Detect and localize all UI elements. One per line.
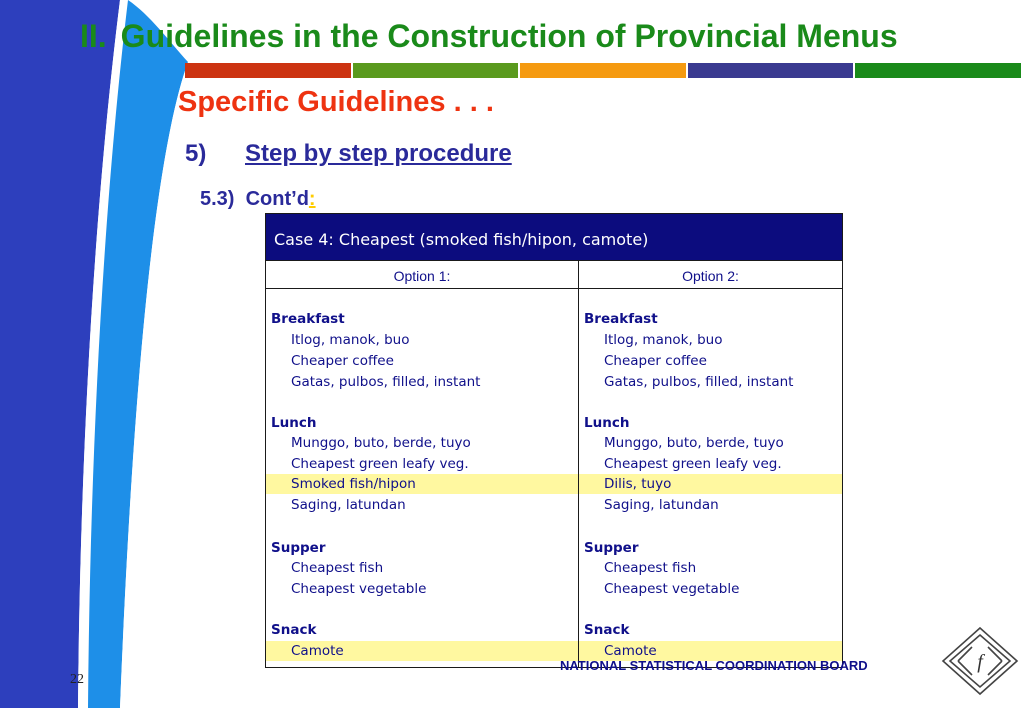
menu-item: Munggo, buto, berde, tuyo <box>604 435 784 451</box>
menu-item: Itlog, manok, buo <box>604 332 723 348</box>
color-bar-segment <box>353 63 521 78</box>
substep-label: Cont’d <box>245 188 309 210</box>
option-1-column <box>266 289 579 667</box>
substep-colon: : <box>308 188 316 210</box>
meal-heading-snack: Snack <box>271 622 317 638</box>
option-header-row <box>266 261 842 289</box>
nscb-logo-icon <box>940 625 1020 697</box>
slide-title <box>80 18 898 55</box>
title-text: Guidelines in the Construction of Provincial Menus <box>120 18 898 54</box>
decorative-swoosh <box>0 0 200 708</box>
slide-subtitle: Specific Guidelines . . . <box>178 86 494 118</box>
step-label: Step by step procedure <box>245 140 512 167</box>
meal-heading-breakfast: Breakfast <box>271 311 345 327</box>
meal-heading-supper: Supper <box>271 540 326 556</box>
option-2-column <box>579 289 842 667</box>
menu-item: Gatas, pulbos, filled, instant <box>604 374 794 390</box>
menu-item: Gatas, pulbos, filled, instant <box>291 374 481 390</box>
color-bar <box>185 63 1023 78</box>
menu-body <box>266 289 842 667</box>
menu-item: Cheapest fish <box>291 560 384 576</box>
menu-item: Cheapest vegetable <box>291 581 427 597</box>
case-title: Case 4: Cheapest (smoked fish/hipon, camote) <box>266 214 842 261</box>
color-bar-segment <box>185 63 353 78</box>
meal-heading-snack: Snack <box>584 622 630 638</box>
color-bar-segment <box>688 63 856 78</box>
option-2-label: Option 2: <box>682 268 739 284</box>
menu-item: Saging, latundan <box>291 497 406 513</box>
color-bar-segment <box>520 63 688 78</box>
menu-item: Munggo, buto, berde, tuyo <box>291 435 471 451</box>
step-number: 5) <box>185 140 207 167</box>
substep-number: 5.3) <box>200 188 235 210</box>
menu-item: Cheapest green leafy veg. <box>604 456 782 472</box>
menu-item: Cheapest fish <box>604 560 697 576</box>
page-number: 22 <box>70 672 84 687</box>
meal-heading-lunch: Lunch <box>584 415 630 431</box>
menu-item: Cheaper coffee <box>291 353 394 369</box>
meal-heading-breakfast: Breakfast <box>584 311 658 327</box>
svg-text:f: f <box>977 651 983 673</box>
color-bar-segment <box>855 63 1023 78</box>
menu-item: Cheapest green leafy veg. <box>291 456 469 472</box>
menu-item-highlighted: Camote <box>579 641 842 661</box>
footer-organization: NATIONAL STATISTICAL COORDINATION BOARD <box>560 658 868 673</box>
menu-item: Cheapest vegetable <box>604 581 740 597</box>
section-number: II. <box>80 18 107 54</box>
substep-heading <box>200 188 316 211</box>
menu-item-highlighted: Smoked fish/hipon <box>266 474 578 494</box>
meal-heading-supper: Supper <box>584 540 639 556</box>
menu-item-highlighted: Dilis, tuyo <box>579 474 842 494</box>
step-heading <box>185 140 512 168</box>
option-1-label: Option 1: <box>266 261 579 288</box>
menu-table <box>265 213 843 668</box>
menu-item: Saging, latundan <box>604 497 719 513</box>
menu-item: Cheaper coffee <box>604 353 707 369</box>
menu-item: Itlog, manok, buo <box>291 332 410 348</box>
meal-heading-lunch: Lunch <box>271 415 317 431</box>
menu-item-highlighted: Camote <box>266 641 578 661</box>
